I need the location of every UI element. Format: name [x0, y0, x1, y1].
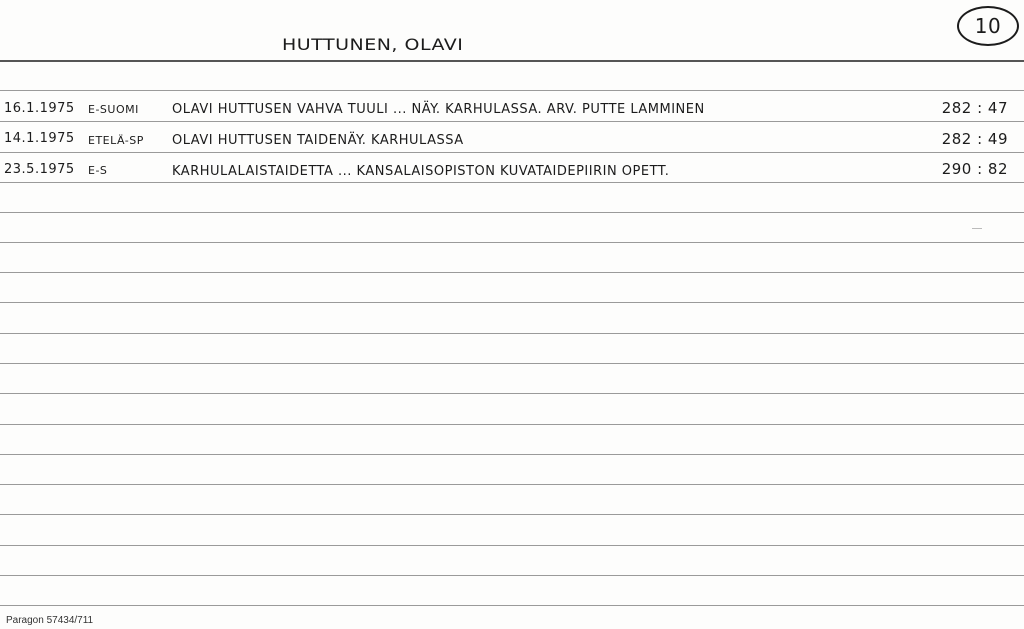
ruled-line: [0, 545, 1024, 546]
ruled-line: [0, 575, 1024, 576]
entry-date: 14.1.1975: [4, 131, 75, 146]
ruled-line: [0, 242, 1024, 243]
ruled-line: [0, 333, 1024, 334]
ruled-line: [0, 605, 1024, 606]
ruled-line: [0, 393, 1024, 394]
entry-source: ETELÄ-SP: [88, 134, 144, 147]
pencil-mark: [972, 228, 982, 229]
card-footer: Paragon 57434/711: [6, 615, 94, 626]
ruled-line: [0, 272, 1024, 273]
entry-reference: 282 : 47: [941, 99, 1008, 117]
ruled-line: [0, 514, 1024, 515]
entry-description: OLAVI HUTTUSEN VAHVA TUULI ... NÄY. KARHULASSA. ARV. PUTTE LAMMINEN: [172, 102, 705, 117]
header-rule: [0, 60, 1024, 62]
entry-description: OLAVI HUTTUSEN TAIDENÄY. KARHULASSA: [172, 133, 464, 148]
card-title: HUTTUNEN, OLAVI: [282, 36, 464, 55]
entry-date: 16.1.1975: [4, 101, 75, 116]
ruled-line: [0, 363, 1024, 364]
card-number-circle: 10: [957, 6, 1019, 46]
ruled-line: [0, 182, 1024, 183]
entry-date: 23.5.1975: [4, 162, 75, 177]
entry-reference: 282 : 49: [941, 130, 1008, 148]
ruled-line: [0, 302, 1024, 303]
ruled-line: [0, 212, 1024, 213]
ruled-line: [0, 152, 1024, 153]
entry-source: E-SUOMI: [88, 103, 139, 116]
entry-reference: 290 : 82: [941, 160, 1008, 178]
ruled-line: [0, 90, 1024, 91]
ruled-line: [0, 121, 1024, 122]
ruled-line: [0, 424, 1024, 425]
ruled-line: [0, 484, 1024, 485]
entry-source: E-S: [88, 164, 108, 177]
entry-description: KARHULALAISTAIDETTA ... KANSALAISOPISTON KUVATAIDEPIIRIN OPETT.: [172, 164, 670, 179]
ruled-line: [0, 454, 1024, 455]
